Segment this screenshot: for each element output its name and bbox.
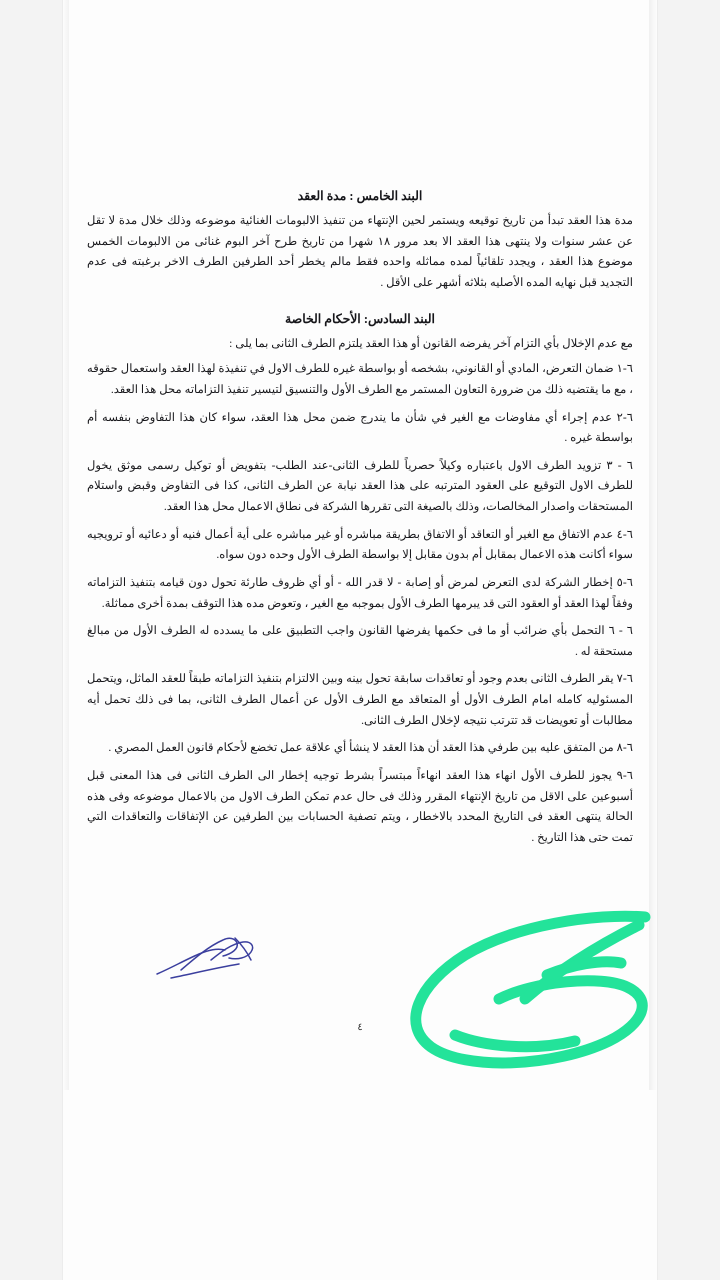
paragraph: ٦-٤ عدم الاتفاق مع الغير أو التعاقد أو الاتفاق بطريقة مباشره أو غير مباشره على أية أعمال فنيه أو دعائيه أو ترويجيه سواء أكانت هذه الاعمال بمقابل أم بدون مقابل إلا بواسطة الطرف الأول وحده دون سواه.: [87, 527, 633, 562]
handwritten-signature: [151, 930, 281, 990]
paragraph: ٦-٢ عدم إجراء أي مفاوضات مع الغير في شأن ما يندرج ضمن محل هذا العقد، سواء كان هذا التفاوض بنفسه أم بواسطة غيره .: [87, 410, 633, 445]
paragraph: مع عدم الإخلال بأي التزام آخر يفرضه القانون أو هذا العقد يلتزم الطرف الثانى بما يلى :: [229, 336, 633, 350]
document-body: [87, 185, 633, 855]
paragraph: ٦-٨ من المتفق عليه بين طرفي هذا العقد أن هذا العقد لا ينشأ أي علاقة عمل تخضع لأحكام قانون العمل المصري .: [108, 741, 633, 755]
document-sheet: [63, 0, 657, 1280]
paragraph: ٦ - ٦ التحمل بأي ضرائب أو ما فى حكمها يفرضها القانون واجب التطبيق على ما يسدده له الطرف الأول من مبالغ مستحقة له .: [87, 624, 633, 658]
sheet-edge-shadow-left: [63, 0, 69, 1280]
section-heading-six: البند السادس: الأحكام الخاصة: [285, 311, 435, 326]
paragraph: ٦-٧ يقر الطرف الثانى بعدم وجود أو تعاقدات سابقة تحول بينه وبين الالتزام بتنفيذ التزاماته طبقاً للعقد الماثل، ويتحمل المسئوليه كامله امام الطرف الأول أو المتعاقد مع الطرف الأول عن أعمال الطرف الثانى، بما فى ذلك تحمل أيه مطالبات أو تعويضات قد تترتب نتيجه لإخلال الطرف الثانى.: [87, 672, 633, 727]
paragraph: ٦ - ٣ تزويد الطرف الاول باعتباره وكيلاً حصرياً للطرف الثانى-عند الطلب- بتفويض أو توكيل رسمى موثق يخول للطرف الاول التوقيع على العقود المترتبه على هذا العقد نيابة عن الطرف الثانى، كذا فى التفاوض وقبض واستلام المستحقات واصدار المخالصات، وذلك بالصيغة التى تقررها الشركة فى نطاق الاعمال محل هذا العقد.: [87, 458, 633, 514]
sheet-edge-shadow-right: [649, 0, 657, 1280]
paragraph: ٦-٩ يجوز للطرف الأول انهاء هذا العقد انهاءاً مبتسراً بشرط توجيه إخطار الى الطرف الثانى فى هذا المعنى قبل أسبوعين على الاقل من تاريخ الإنتهاء المقرر وذلك فى حال عدم تمكن الطرف الاول من بالاعمال موضوعه وفى هذه الحالة ينتهى العقد فى التاريخ المحدد بالاخطار ، ويتم تصفية الحسابات بين الطرفين عن الإتفاقات والتعاقدات التي تمت حتى هذا التاريخ .: [87, 768, 633, 844]
page-number: ٤: [357, 1022, 363, 1033]
section-heading-five: البند الخامس : مدة العقد: [297, 189, 423, 203]
sheet-bottom-blank: [63, 1090, 657, 1280]
paragraph: ٦-٥ إخطار الشركة لدى التعرض لمرض أو إصابة - لا قدر الله - أو أي ظروف طارئة تحول دون قيامه بتنفيذ التزاماته وفقاً لهذا العقد أو العقود التى قد يبرمها الطرف الأول بموجبه مع الغير ، وتعوض مده هذا التوقف بمدة أخرى مماثلة.: [87, 575, 633, 610]
paragraph: ٦-١ ضمان التعرض، المادي أو القانوني، بشخصه أو بواسطة غيره للطرف الاول في تنفيذة لهذا العقد واستعمال حقوقه ، مع ما يقتضيه ذلك من ضرورة التعاون المستمر مع الطرف الأول والتنسيق لتيسير تنفيذ التزاماته محل هذا العقد.: [87, 362, 633, 396]
paragraph: مدة هذا العقد تبدأ من تاريخ توقيعه ويستمر لحين الإنتهاء من تنفيذ الالبومات الغنائية موضوعه وذلك خلال مدة لا تقل عن عشر سنوات ولا ينتهى هذا العقد الا بعد مرور ١٨ شهرا من تاريخ طرح آخر البوم غنائى من الالبومات الخمس موضوع هذا العقد ، ويجدد تلقائياً لمده مماثله واحده فقط مالم يخطر أحد الطرفين الطرف الاخر برغبته فى عدم التجديد قبل نهايه المده الأصليه بثلاثه أشهر على الأقل .: [87, 214, 633, 289]
